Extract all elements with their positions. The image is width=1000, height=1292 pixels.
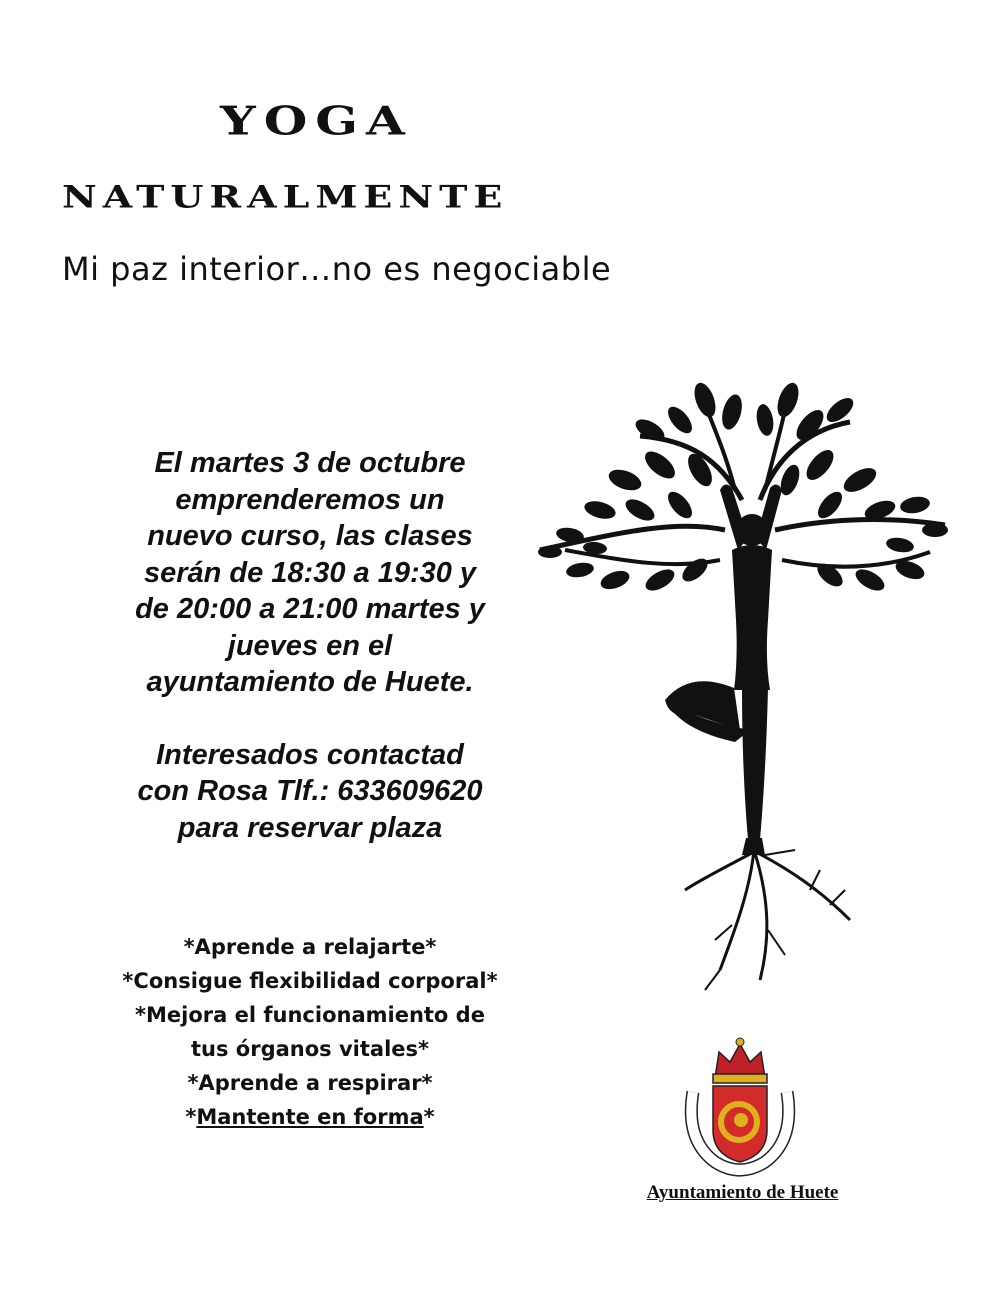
benefit-item: tus órganos vitales* xyxy=(191,1037,429,1061)
benefit-item: *Mejora el funcionamiento de xyxy=(135,1003,485,1027)
benefits-list xyxy=(100,930,520,1134)
benefit-item: *Aprende a respirar* xyxy=(187,1071,433,1095)
poster-title-line2: NATURALMENTE xyxy=(62,178,509,215)
organization-name-text: Ayuntamiento de Huete xyxy=(646,1182,839,1203)
benefit-underlined-text: Mantente en forma xyxy=(196,1105,424,1129)
contact-line: Interesados contactad xyxy=(156,738,464,771)
announcement-line: serán de 18:30 a 19:30 y xyxy=(143,556,477,589)
yoga-tree-icon xyxy=(520,370,960,1000)
announcement-line: emprenderemos un xyxy=(175,483,445,516)
benefit-suffix: * xyxy=(423,1105,435,1129)
announcement-line: jueves en el xyxy=(227,629,393,662)
announcement-line: El martes 3 de octubre xyxy=(154,447,466,479)
announcement-line: ayuntamiento de Huete. xyxy=(146,666,474,698)
announcement-line: nuevo curso, las clases xyxy=(147,520,473,552)
poster-subtitle: Mi paz interior…no es negociable xyxy=(62,250,612,288)
contact-line: para reservar plaza xyxy=(177,811,443,844)
benefit-item: *Consigue flexibilidad corporal* xyxy=(122,969,498,993)
organization-name xyxy=(600,1182,885,1204)
benefit-prefix: * xyxy=(185,1105,197,1129)
contact-line: con Rosa Tlf.: 633609620 xyxy=(137,775,483,807)
poster-title: YOGA xyxy=(220,98,413,145)
course-announcement xyxy=(100,445,520,846)
announcement-line: de 20:00 a 21:00 martes y xyxy=(135,593,485,625)
coat-of-arms-emblem xyxy=(675,1030,805,1180)
benefit-item-last xyxy=(100,1100,520,1134)
benefit-item: *Aprende a relajarte* xyxy=(183,935,437,959)
